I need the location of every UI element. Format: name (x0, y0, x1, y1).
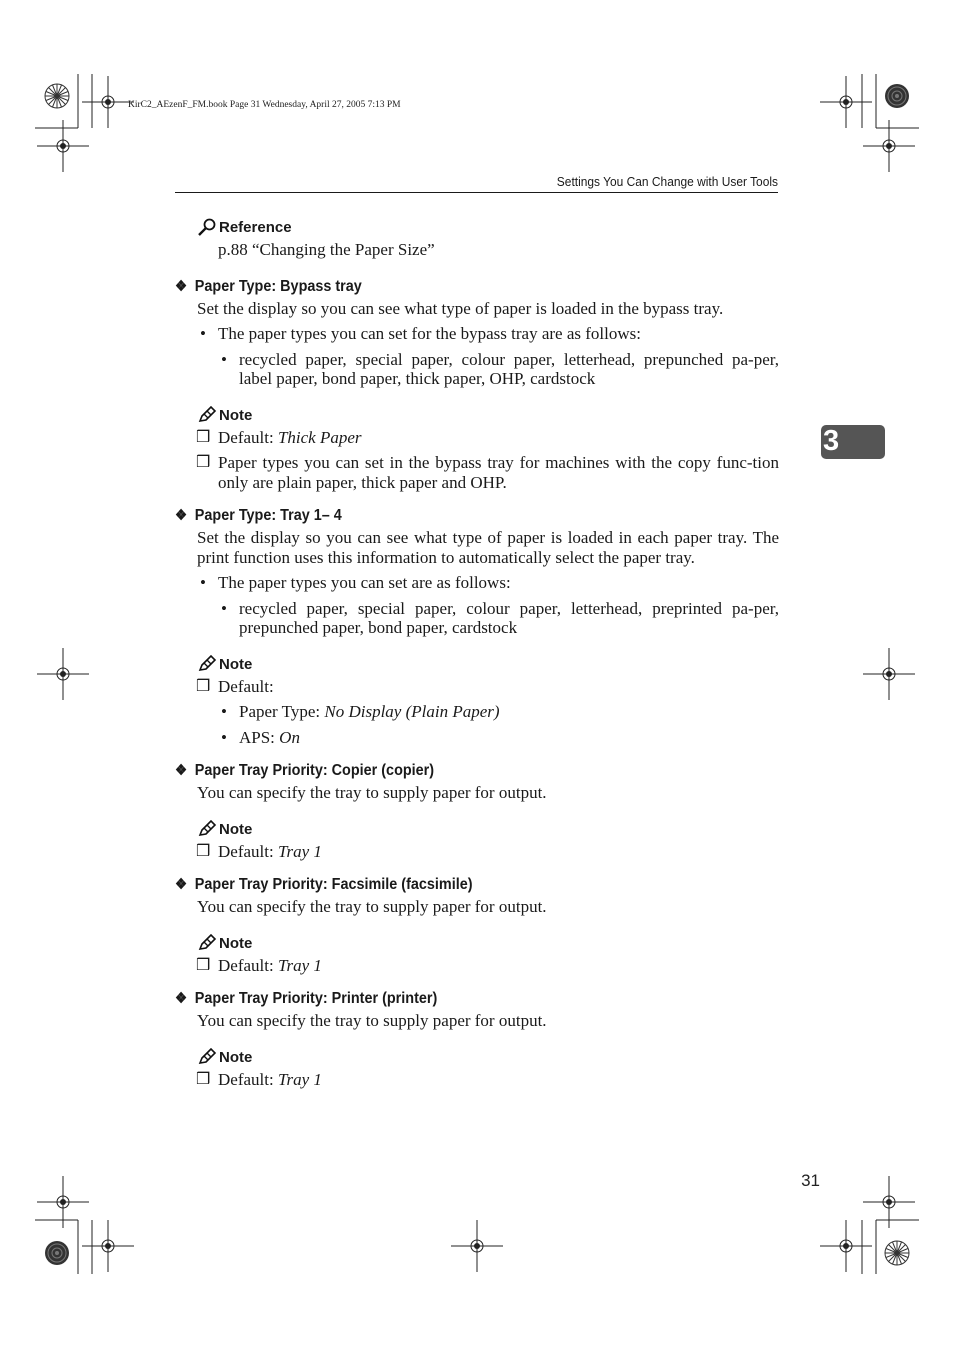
checkbox-icon: ❒ (196, 842, 211, 860)
header-rule (175, 192, 778, 193)
section-desc-printer: You can specify the tray to supply paper for output. (197, 1011, 547, 1030)
checkbox-icon: ❒ (196, 1070, 211, 1088)
diamond-bullet-icon: ❖ (175, 277, 188, 295)
note-heading: Note (197, 820, 779, 840)
reference-heading (197, 218, 779, 238)
note-heading: Note (197, 1048, 779, 1068)
note-heading: Note (197, 406, 779, 426)
section-desc-facsimile: You can specify the tray to supply paper for output. (197, 897, 547, 916)
note-heading: Note (197, 934, 779, 954)
diamond-bullet-icon: ❖ (175, 990, 188, 1007)
running-header: Settings You Can Change with User Tools (556, 174, 778, 189)
section-heading-copier: ❖ Paper Tray Priority: Copier (copier) (175, 762, 435, 779)
note-item: ❒ Default: Tray 1 (196, 1069, 322, 1089)
list-item: • recycled paper, special paper, colour paper, letterhead, preprinted pa-per, prepunched paper, bond paper, cardstock (221, 598, 779, 637)
diamond-bullet-icon: ❖ (175, 762, 188, 779)
note-item: ❒ Paper types you can set in the bypass tray for machines with the copy func-tion only are plain paper, thick paper and OHP. (196, 453, 779, 492)
checkbox-icon: ❒ (196, 956, 211, 974)
list-item: • APS: On (221, 727, 300, 747)
section-desc-copier: You can specify the tray to supply paper for output. (197, 783, 547, 802)
pencil-icon (197, 1048, 217, 1072)
note-item: ❒ Default: (196, 676, 274, 696)
note-item: ❒ Default: Tray 1 (196, 841, 322, 861)
list-item: • recycled paper, special paper, colour paper, letterhead, prepunched pa-per, label paper, bond paper, thick paper, OHP, cardstock (221, 349, 779, 388)
pencil-icon (197, 406, 217, 430)
print-slug: KirC2_AEzenF_FM.book Page 31 Wednesday, April 27, 2005 7:13 PM (128, 100, 401, 110)
list-item: • The paper types you can set for the bypass tray are as follows: (200, 324, 641, 343)
pencil-icon (197, 820, 217, 844)
checkbox-icon: ❒ (196, 454, 211, 471)
diamond-bullet-icon: ❖ (175, 876, 188, 893)
section-heading-tray: ❖ Paper Type: Tray 1– 4 (175, 507, 342, 524)
reference-link[interactable]: p.88 “Changing the Paper Size” (218, 240, 435, 259)
note-item: ❒ Default: Thick Paper (196, 427, 362, 447)
pencil-icon (197, 655, 217, 679)
note-heading: Note (197, 655, 779, 675)
section-desc-tray: Set the display so you can see what type of paper is loaded in each paper tray. The print function uses this information to automatically select the paper tray. (197, 528, 779, 567)
page-number: 31 (801, 1171, 820, 1190)
section-heading-bypass: ❖ Paper Type: Bypass tray (175, 277, 362, 295)
page-content (175, 218, 779, 1089)
section-desc-bypass: Set the display so you can see what type of paper is loaded in the bypass tray. (197, 298, 724, 318)
list-item: • Paper Type: No Display (Plain Paper) (221, 702, 500, 721)
pencil-icon (197, 934, 217, 958)
section-heading-printer: ❖ Paper Tray Priority: Printer (printer) (175, 990, 438, 1007)
note-item: ❒ Default: Tray 1 (196, 955, 322, 975)
magnifier-icon (197, 218, 217, 242)
checkbox-icon: ❒ (196, 677, 211, 695)
reference-label: Reference (219, 219, 292, 236)
checkbox-icon: ❒ (196, 428, 211, 446)
diamond-bullet-icon: ❖ (175, 507, 188, 524)
list-item: • The paper types you can set are as follows: (200, 573, 511, 592)
section-heading-facsimile: ❖ Paper Tray Priority: Facsimile (facsimile) (175, 876, 473, 893)
chapter-number: 3 (823, 425, 840, 457)
